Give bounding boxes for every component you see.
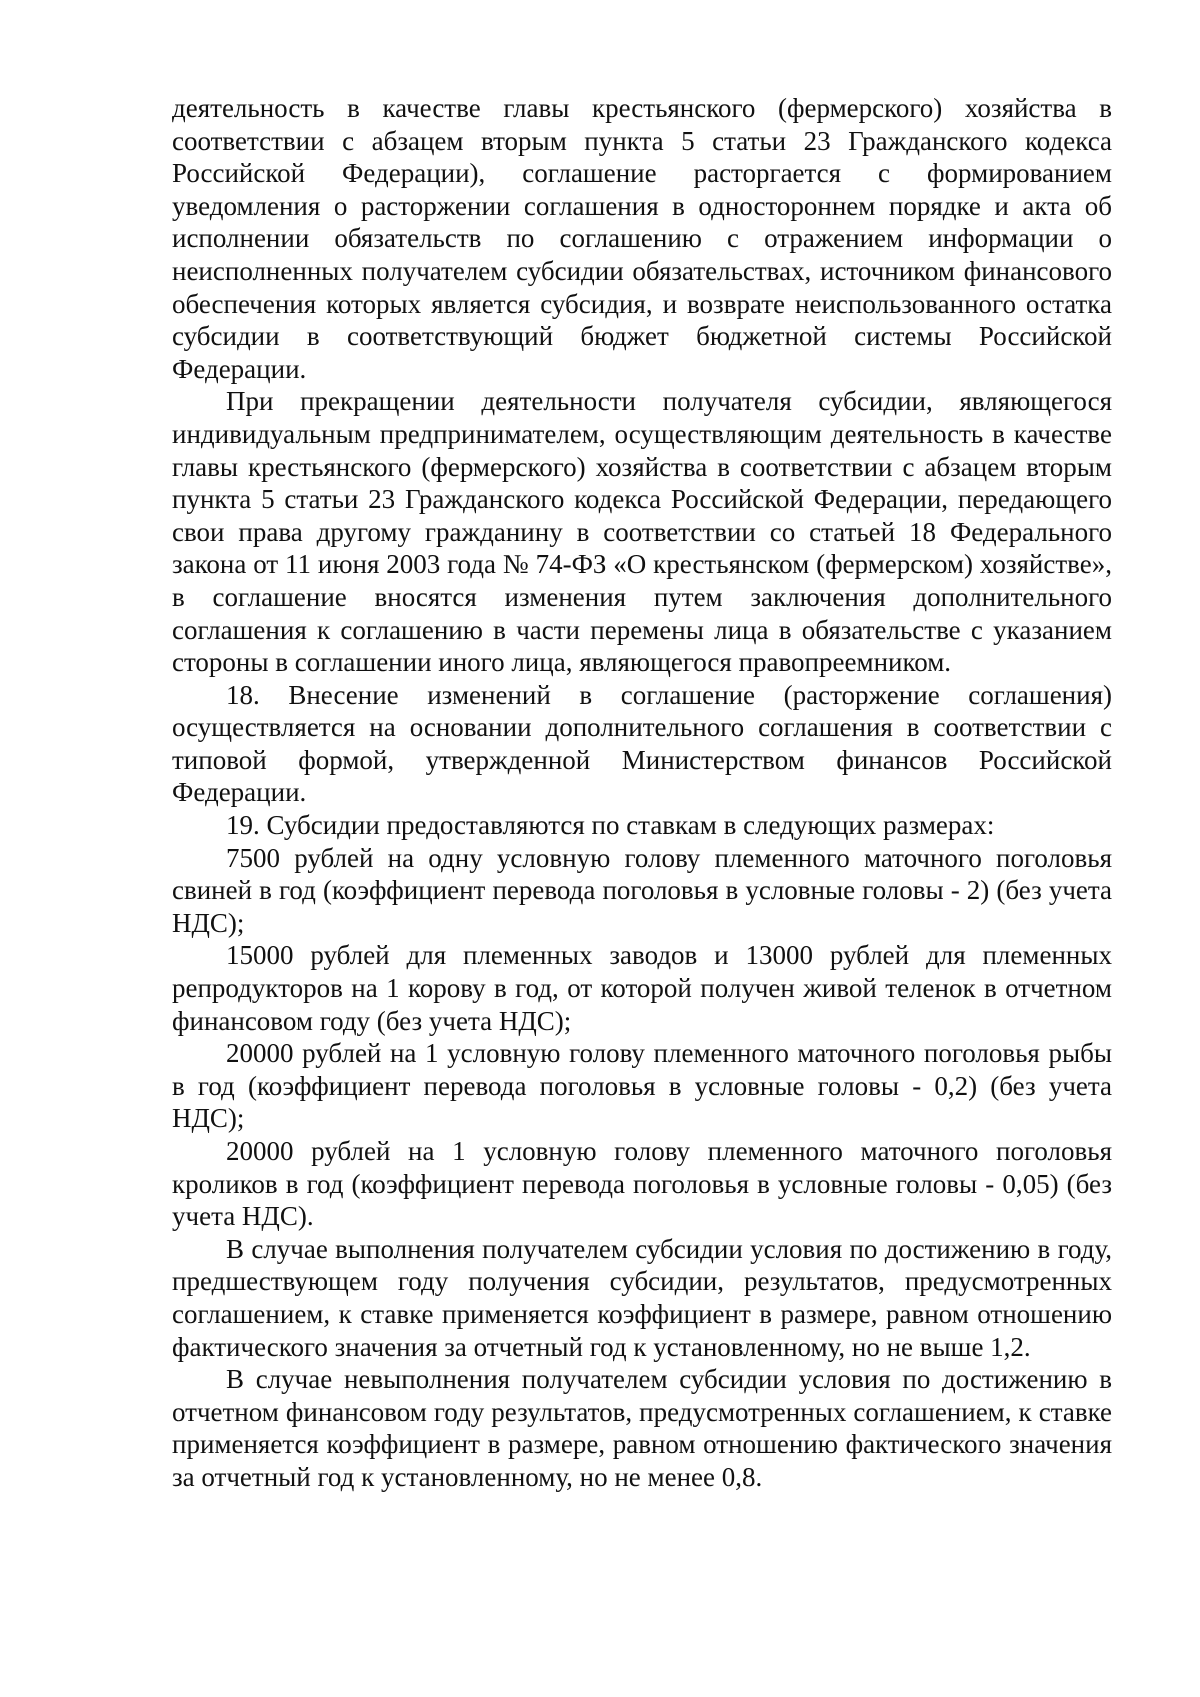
paragraph-continuation: деятельность в качестве главы крестьянского (фермерского) хозяйства в соответствии с абзацем вторым пункта 5 статьи 23 Гражданского кодекса Российской Федерации), соглашение расторгается с формированием уведомления о расторжении соглашения в одностороннем порядке и акта об исполнении обязательств по соглашению с отражением информации о неисполненных получателем субсидии обязательствах, источником финансового обеспечения которых является субсидия, и возврате неиспользованного остатка субсидии в соответствующий бюджет бюджетной системы Российской Федерации. <box>172 93 1112 384</box>
paragraph-rate-cows: 15000 рублей для племенных заводов и 13000 рублей для племенных репродукторов на 1 корову в год, от которой получен живой теленок в отчетном финансовом году (без учета НДС); <box>172 940 1112 1036</box>
paragraph-termination-of-activity: При прекращении деятельности получателя субсидии, являющегося индивидуальным предпринимателем, осуществляющим деятельность в качестве главы крестьянского (фермерского) хозяйства в соответствии с абзацем вторым пункта 5 статьи 23 Гражданского кодекса Российской Федерации, передающего свои права другому гражданину в соответствии со статьей 18 Федерального закона от 11 июня 2003 года № 74-ФЗ «О крестьянском (фермерском) хозяйстве», в соглашение вносятся изменения путем заключения дополнительного соглашения к соглашению в части перемены лица в обязательстве с указанием стороны в соглашении иного лица, являющегося правопреемником. <box>172 386 1112 678</box>
paragraph-19-rates-intro: 19. Субсидии предоставляются по ставкам в следующих размерах: <box>226 810 995 841</box>
paragraph-coefficient-min: В случае невыполнения получателем субсидии условия по достижению в отчетном финансовом году результатов, предусмотренных соглашением, к ставке применяется коэффициент в размере, равном отношению фактического значения за отчетный год к установленному, но не менее 0,8. <box>172 1364 1112 1492</box>
paragraph-18-amendments: 18. Внесение изменений в соглашение (расторжение соглашения) осуществляется на основании дополнительного соглашения в соответствии с типовой формой, утвержденной Министерством финансов Российской Федерации. <box>172 679 1112 808</box>
paragraph-rate-fish: 20000 рублей на 1 условную голову племенного маточного поголовья рыбы в год (коэффициент перевода поголовья в условные головы - 0,2) (без учета НДС); <box>172 1038 1112 1134</box>
paragraph-coefficient-max: В случае выполнения получателем субсидии условия по достижению в году, предшествующем году получения субсидии, результатов, предусмотренных соглашением, к ставке применяется коэффициент в размере, равном отношению фактического значения за отчетный год к установленному, но не выше 1,2. <box>172 1233 1112 1362</box>
paragraph-rate-pigs: 7500 рублей на одну условную голову племенного маточного поголовья свиней в год (коэффициент перевода поголовья в условные головы - 2) (без учета НДС); <box>172 842 1112 938</box>
document-page <box>172 92 1112 1494</box>
paragraph-rate-rabbits: 20000 рублей на 1 условную голову племенного маточного поголовья кроликов в год (коэффициент перевода поголовья в условные головы - 0,05) (без учета НДС). <box>172 1136 1112 1232</box>
